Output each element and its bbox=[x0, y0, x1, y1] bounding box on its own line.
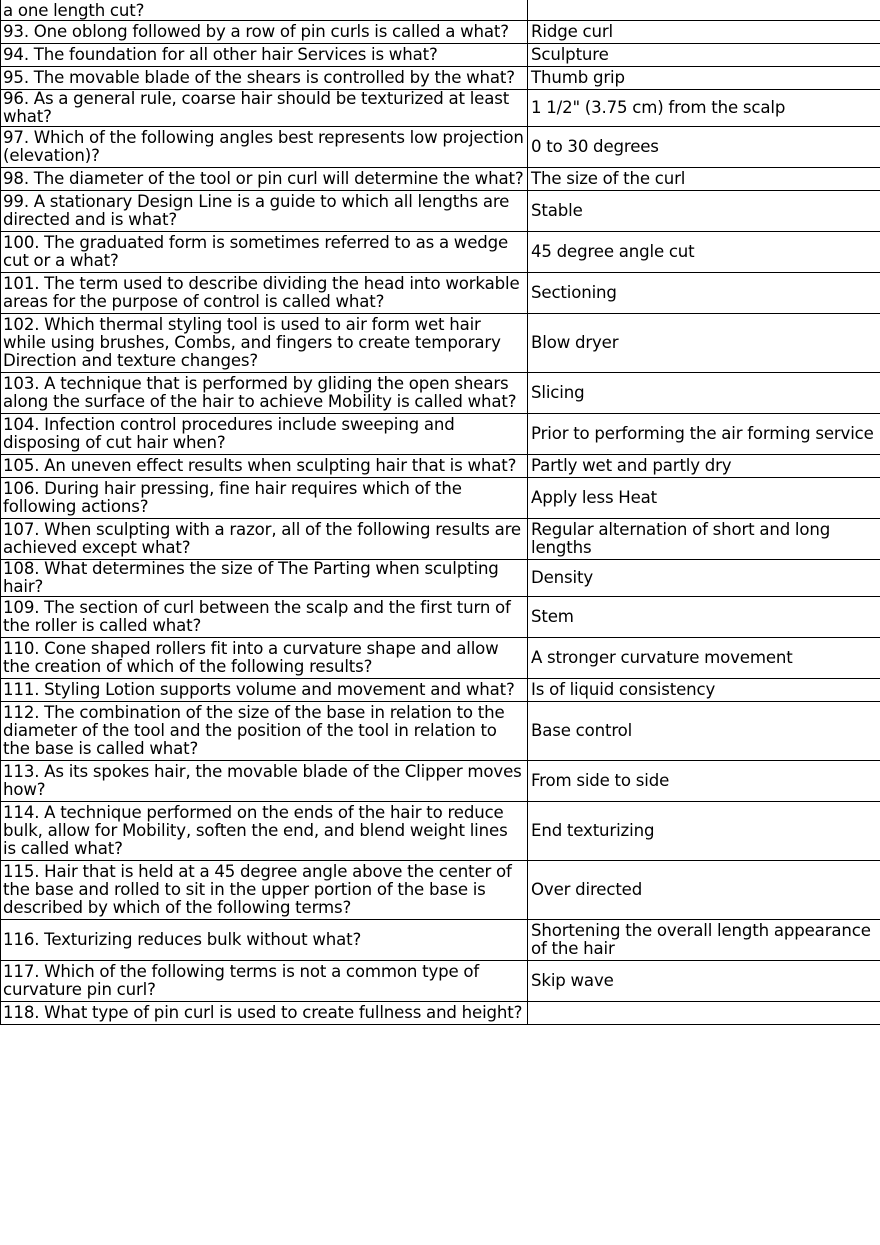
question-cell: 109. The section of curl between the scalp and the first turn of the roller is called what? bbox=[1, 596, 528, 637]
answer-cell: Blow dryer bbox=[528, 313, 880, 372]
table-row bbox=[1, 559, 880, 596]
question-cell: 101. The term used to describe dividing the head into workable areas for the purpose of control is called what? bbox=[1, 272, 528, 313]
table-row bbox=[1, 760, 880, 801]
table-row bbox=[1, 89, 880, 126]
answer-cell: Skip wave bbox=[528, 960, 880, 1001]
question-cell: 108. What determines the size of The Parting when sculpting hair? bbox=[1, 559, 528, 596]
question-cell: 107. When sculpting with a razor, all of the following results are achieved except what? bbox=[1, 518, 528, 559]
question-cell: 100. The graduated form is sometimes referred to as a wedge cut or a what? bbox=[1, 231, 528, 272]
question-cell: 117. Which of the following terms is not a common type of curvature pin curl? bbox=[1, 960, 528, 1001]
table-row bbox=[1, 1001, 880, 1024]
answer-cell: 0 to 30 degrees bbox=[528, 126, 880, 167]
question-cell: 102. Which thermal styling tool is used to air form wet hair while using brushes, Combs, and fingers to create temporary Direction and texture changes? bbox=[1, 313, 528, 372]
answer-cell: Regular alternation of short and long lengths bbox=[528, 518, 880, 559]
question-cell: 114. A technique performed on the ends of the hair to reduce bulk, allow for Mobility, soften the end, and blend weight lines is called what? bbox=[1, 801, 528, 860]
table-row bbox=[1, 860, 880, 919]
answer-cell bbox=[528, 0, 880, 20]
table-row bbox=[1, 372, 880, 413]
question-cell: 95. The movable blade of the shears is controlled by the what? bbox=[1, 66, 528, 89]
question-cell: 97. Which of the following angles best represents low projection (elevation)? bbox=[1, 126, 528, 167]
answer-cell: End texturizing bbox=[528, 801, 880, 860]
table-row bbox=[1, 167, 880, 190]
table-row bbox=[1, 701, 880, 760]
question-cell: 115. Hair that is held at a 45 degree angle above the center of the base and rolled to sit in the upper portion of the base is described by which of the following terms? bbox=[1, 860, 528, 919]
question-cell: 106. During hair pressing, fine hair requires which of the following actions? bbox=[1, 477, 528, 518]
answer-cell: 45 degree angle cut bbox=[528, 231, 880, 272]
table-row bbox=[1, 678, 880, 701]
table-row bbox=[1, 801, 880, 860]
question-cell: 112. The combination of the size of the base in relation to the diameter of the tool and the position of the tool in relation to the base is called what? bbox=[1, 701, 528, 760]
answer-cell: Thumb grip bbox=[528, 66, 880, 89]
question-cell: 94. The foundation for all other hair Services is what? bbox=[1, 43, 528, 66]
table-row bbox=[1, 477, 880, 518]
question-cell: 103. A technique that is performed by gliding the open shears along the surface of the hair to achieve Mobility is called what? bbox=[1, 372, 528, 413]
answer-cell: 1 1/2" (3.75 cm) from the scalp bbox=[528, 89, 880, 126]
answer-cell: The size of the curl bbox=[528, 167, 880, 190]
answer-cell: Is of liquid consistency bbox=[528, 678, 880, 701]
question-cell: 105. An uneven effect results when sculpting hair that is what? bbox=[1, 454, 528, 477]
table-row bbox=[1, 66, 880, 89]
table-row bbox=[1, 637, 880, 678]
table-row bbox=[1, 190, 880, 231]
question-cell: 93. One oblong followed by a row of pin curls is called a what? bbox=[1, 20, 528, 43]
answer-cell: Ridge curl bbox=[528, 20, 880, 43]
answer-cell: Slicing bbox=[528, 372, 880, 413]
question-cell: 104. Infection control procedures include sweeping and disposing of cut hair when? bbox=[1, 413, 528, 454]
answer-cell: A stronger curvature movement bbox=[528, 637, 880, 678]
table-row bbox=[1, 272, 880, 313]
table-row bbox=[1, 20, 880, 43]
answer-cell: Over directed bbox=[528, 860, 880, 919]
table-row bbox=[1, 518, 880, 559]
table-row bbox=[1, 454, 880, 477]
answer-cell: Apply less Heat bbox=[528, 477, 880, 518]
table-row bbox=[1, 919, 880, 960]
table-row bbox=[1, 0, 880, 20]
question-cell: 113. As its spokes hair, the movable blade of the Clipper moves how? bbox=[1, 760, 528, 801]
question-cell: 118. What type of pin curl is used to create fullness and height? bbox=[1, 1001, 528, 1024]
table-row bbox=[1, 960, 880, 1001]
table-row bbox=[1, 413, 880, 454]
table-row bbox=[1, 596, 880, 637]
answer-cell: Sculpture bbox=[528, 43, 880, 66]
answer-cell: Base control bbox=[528, 701, 880, 760]
answer-cell: Prior to performing the air forming service bbox=[528, 413, 880, 454]
question-cell: a one length cut? bbox=[1, 0, 528, 20]
answer-cell bbox=[528, 1001, 880, 1024]
answer-cell: Sectioning bbox=[528, 272, 880, 313]
question-cell: 111. Styling Lotion supports volume and movement and what? bbox=[1, 678, 528, 701]
answer-cell: Partly wet and partly dry bbox=[528, 454, 880, 477]
answer-cell: From side to side bbox=[528, 760, 880, 801]
question-cell: 110. Cone shaped rollers fit into a curvature shape and allow the creation of which of the following results? bbox=[1, 637, 528, 678]
answer-cell: Stable bbox=[528, 190, 880, 231]
answer-cell: Stem bbox=[528, 596, 880, 637]
question-cell: 98. The diameter of the tool or pin curl will determine the what? bbox=[1, 167, 528, 190]
question-cell: 99. A stationary Design Line is a guide to which all lengths are directed and is what? bbox=[1, 190, 528, 231]
answer-cell: Shortening the overall length appearance of the hair bbox=[528, 919, 880, 960]
table-row bbox=[1, 313, 880, 372]
table-row bbox=[1, 43, 880, 66]
table-row bbox=[1, 126, 880, 167]
table-row bbox=[1, 231, 880, 272]
question-cell: 96. As a general rule, coarse hair should be texturized at least what? bbox=[1, 89, 528, 126]
question-cell: 116. Texturizing reduces bulk without what? bbox=[1, 919, 528, 960]
answer-cell: Density bbox=[528, 559, 880, 596]
